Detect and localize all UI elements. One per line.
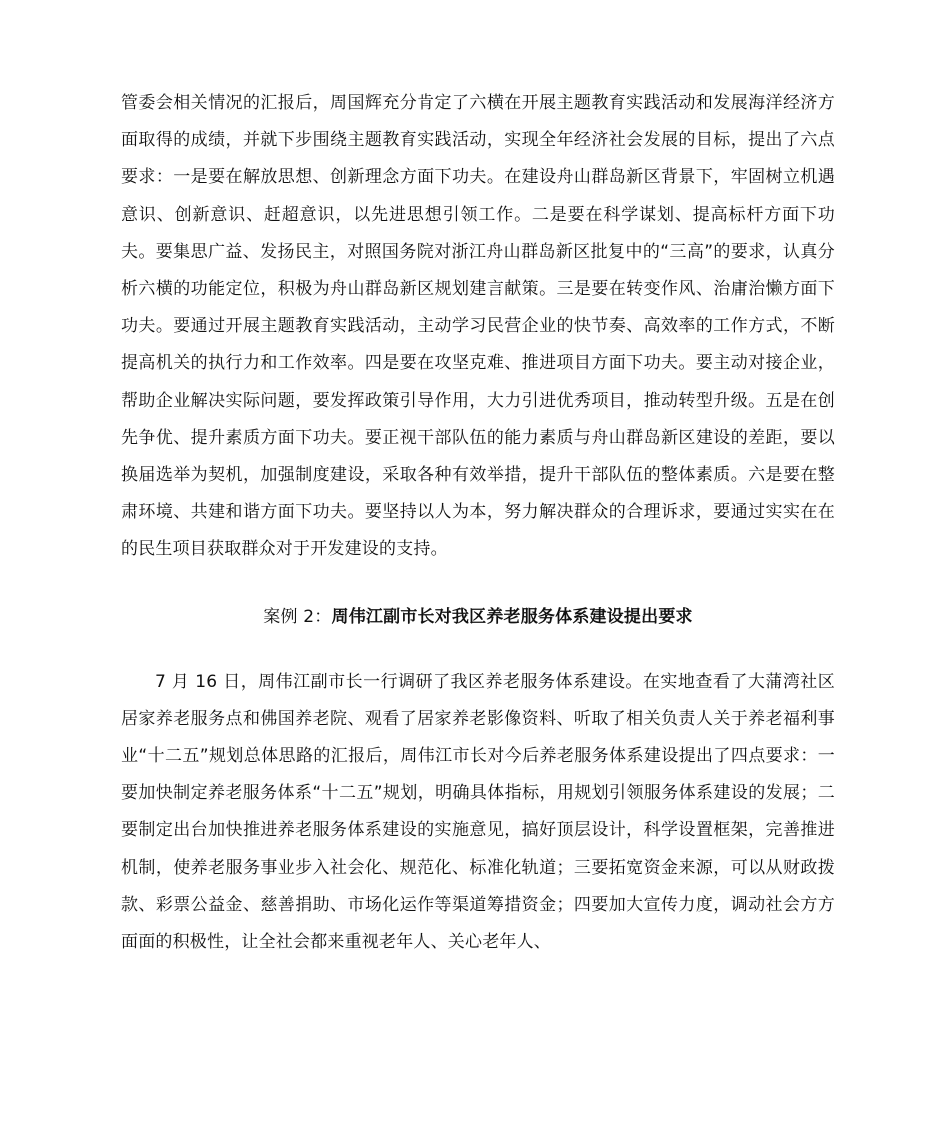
paragraph-liuheng-requirements: 管委会相关情况的汇报后，周国辉充分肯定了六横在开展主题教育实践活动和发展海洋经济方面取得的成绩，并就下步围绕主题教育实践活动，实现全年经济社会发展的目标，提出了六点要求：一是要在解放思想、创新理念方面下功夫。在建设舟山群岛新区背景下，牢固树立机遇意识、创新意识、赶超意识，以先进思想引领工作。二是要在科学谋划、提高标杆方面下功夫。要集思广益、发扬民主，对照国务院对浙江舟山群岛新区批复中的“三高”的要求，认真分析六横的功能定位，积极为舟山群岛新区规划建言献策。三是要在转变作风、治庸治懒方面下功夫。要通过开展主题教育实践活动，主动学习民营企业的快节奏、高效率的工作方式，不断提高机关的执行力和工作效率。四是要在攻坚克难、推进项目方面下功夫。要主动对接企业，帮助企业解决实际问题，要发挥政策引导作用，大力引进优秀项目，推动转型升级。五是在创先争优、提升素质方面下功夫。要正视干部队伍的能力素质与舟山群岛新区建设的差距，要以换届选举为契机，加强制度建设，采取各种有效举措，提升干部队伍的整体素质。六是要在整肃环境、共建和谐方面下功夫。要坚持以人为本，努力解决群众的合理诉求，要通过实实在在的民生项目获取群众对于开发建设的支持。: [121, 93, 835, 560]
case-heading: [121, 599, 835, 636]
case-title: 周伟江副市长对我区养老服务体系建设提出要求: [331, 606, 693, 627]
document-body: [121, 85, 835, 961]
paragraph-elderly-care: 7 月 16 日，周伟江副市长一行调研了我区养老服务体系建设。在实地查看了大蒲湾社区居家养老服务点和佛国养老院、观看了居家养老影像资料、听取了相关负责人关于养老福利事业“十二五”规划总体思路的汇报后，周伟江市长对今后养老服务体系建设提出了四点要求：一要加快制定养老服务体系“十二五”规划，明确具体指标，用规划引领服务体系建设的发展；二要制定出台加快推进养老服务体系建设的实施意见，搞好顶层设计，科学设置框架，完善推进机制，使养老服务事业步入社会化、规范化、标准化轨道；三要拓宽资金来源，可以从财政拨款、彩票公益金、慈善捐助、市场化运作等渠道筹措资金；四要加大宣传力度，调动社会方方面面的积极性，让全社会都来重视老年人、关心老年人、: [121, 671, 835, 953]
case-label: 案例 2：: [263, 606, 332, 627]
